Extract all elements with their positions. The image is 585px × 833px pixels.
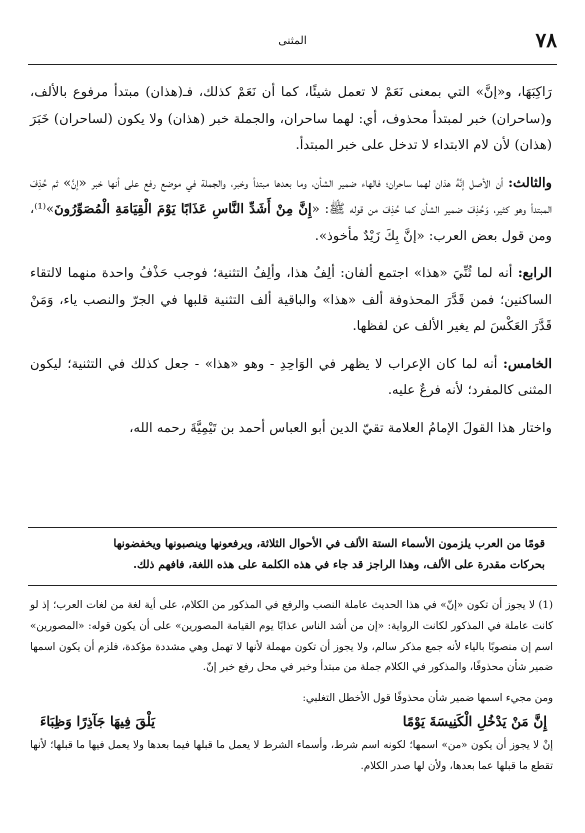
footnote-1: (1) لا يجوز أن تكون «إنّ» في هذا الحديث عاملة النصب والرفع في المذكور من الكلام، على أية لغة من لغات العرب؛ إذ لو كانت عاملة في المذكور لكانت الرواية: «إن من أشد الناس عذابًا يوم القيامة المصورين» على أن يكون قوله: «المصورين» اسم إن منصوبًا بالياء لأنه جمع مذكر سالم، ولا يجوز أن تكون مهملة لأنها لا تهمل وهي مشددة مؤكدة، فلزم أن يكون اسمها ضمير شأن محذوفًا، والمذكور في الكلام جملة من مبتدأ وخبر في محل رفع خبر إنّ. <box>30 599 553 674</box>
running-title: المثنى <box>278 34 307 47</box>
section-divider <box>28 527 557 528</box>
main-text <box>30 80 552 442</box>
continued-note-line: قومًا من العرب يلزمون الأسماء الستة الألف في الأحوال الثلاثة، ويرفعونها وينصبونها ويخفضونها <box>113 537 545 550</box>
poem-first-hemistich: إِنَّ مَنْ يَدْخُلِ الْكَنِيسَةَ يَوْمًا <box>402 713 547 730</box>
fourth-label: الرابع: <box>517 266 552 281</box>
paragraph-fourth-opinion <box>30 261 552 341</box>
page-number: ٧٨ <box>535 28 557 52</box>
poem-explanation: إنْ لا يجوز أن يكون «من» اسمها؛ لكونه اسم شرط، وأسماء الشرط لا يعمل ما قبلها فيما بعدها ولا يعمل فيها ما قبلها؛ لأنها تقطع ما قبلها عما بعدها، ولأن لها صدر الكلام. <box>30 738 553 772</box>
third-text: أن الأصل إنَّهُ هذان لهما ساحران؛ فالهاء ضمير الشأن، وما بعدها مبتدأ وخبر، والجملة في موضع رفع على أنها خبر «إنَّ» ثم حُذِفَ المبتدأ وهو كثير، وَحُذِفَ ضمير الشأن كما حُذِفَ من قوله ﷺ: « <box>30 175 552 217</box>
header-divider <box>28 64 557 65</box>
footnotes <box>30 595 553 776</box>
continued-note <box>40 533 545 575</box>
paragraph-fifth-opinion <box>30 352 552 405</box>
poem-second-hemistich: يَلْقَ فِيهَا جَآذِرًا وَظِبَاءَ <box>40 713 155 730</box>
footnote-divider <box>28 585 557 586</box>
fifth-text: أنه لما كان الإعراب لا يظهر في الوَاحِدِ - وهو «هذا» - جعل كذلك في التثنية؛ ليكون المثنى كالمفرد؛ لأنه فرعٌ عليه. <box>30 356 552 398</box>
hadith-quote: إِنَّ مِنْ أَشَدِّ النَّاسِ عَذَابًا يَوْمَ الْقِيَامَةِ الْمُصَوِّرُونَ <box>54 202 312 217</box>
third-text-end: »⁽¹⁾، ومن قول بعض العرب: «إنَّ بِكَ زَيْدٌ مأخوذ». <box>30 202 552 244</box>
poem-introduction: ومن مجيء اسمها ضمير شأن محذوفًا قول الأخطل التغلبي: <box>302 692 553 705</box>
third-label: والثالث: <box>508 175 552 191</box>
fourth-text: أنه لما ثُنِّيَ «هذا» اجتمع ألفان: ألِفُ هذا، وألِفُ التثنية؛ فوجب حَذْفُ واحدة منهما لالتقاء الساكنين؛ فمن قَدَّرَ المحذوفة ألف «هذا» والباقية ألف التثنية قلبها في الجرّ والنصب ياء، وَمَنْ قَدَّرَ العَكْسَ لم يغير الألف عن لفظها. <box>30 266 552 334</box>
poem-verse <box>40 712 547 733</box>
paragraph-third-opinion <box>30 171 552 251</box>
fifth-label: الخامس: <box>503 356 552 372</box>
paragraph-conclusion: واختار هذا القولَ الإمامُ العلامة تقيّ الدين أبو العباس أحمد بن تَيْمِيَّةَ رحمه الله، <box>129 420 552 436</box>
page-header <box>28 28 557 62</box>
continued-note-line: بحركات مقدرة على الألف، وهذا الراجز قد جاء في هذه الكلمة على هذه اللغة، فافهم ذلك. <box>133 558 545 571</box>
paragraph-1: رَاكِبَهَا، و«إنَّ» التي بمعنى نَعَمْ لا تعمل شيئًا، كما أن نَعَمْ كذلك، فـ(هذان) مبتدأ مرفوع بالألف، و(ساحران) خبر لمبتدأ محذوف، أي: لهما ساحران، والجملة خبر (هذان) ولا يكون (لساحران) خَبَرَ (هذان) لأن لام الابتداء لا تدخل على خبر المبتدأ. <box>30 85 552 153</box>
